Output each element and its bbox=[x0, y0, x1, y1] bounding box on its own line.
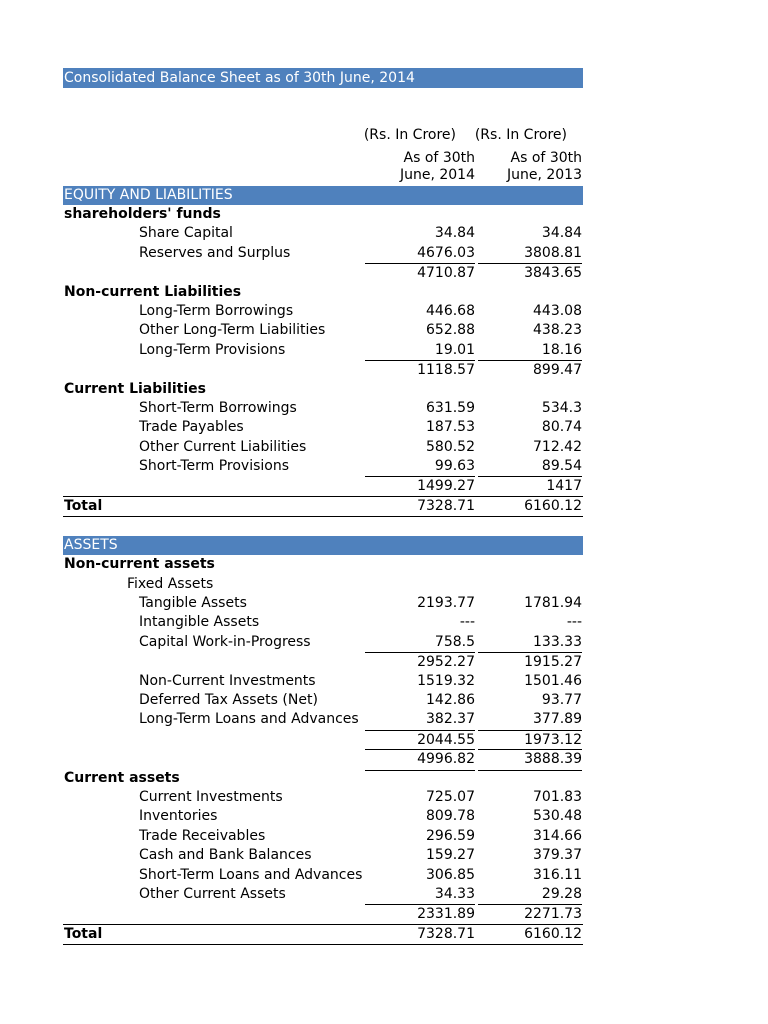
subtotal-row bbox=[63, 476, 583, 495]
table-row bbox=[63, 418, 583, 437]
value-2013: 316.11 bbox=[533, 866, 582, 883]
row-label: Cash and Bank Balances bbox=[139, 847, 312, 864]
current-assets-heading: Current assets bbox=[64, 769, 180, 786]
row-label: Capital Work-in-Progress bbox=[139, 633, 311, 650]
value-2014: 1519.32 bbox=[417, 672, 475, 689]
table-row bbox=[63, 633, 583, 652]
col-2013-line1: As of 30th bbox=[510, 150, 582, 166]
value-2013: 34.84 bbox=[541, 225, 582, 242]
row-label: Long-Term Loans and Advances bbox=[139, 711, 359, 728]
value-2014: 580.52 bbox=[426, 438, 475, 455]
row-label: Current Investments bbox=[139, 788, 283, 805]
value-2013: 18.16 bbox=[541, 341, 582, 358]
row-label: Tangible Assets bbox=[139, 595, 247, 612]
noncurrent-assets-heading: Non-current assets bbox=[64, 556, 215, 573]
equity-total-row bbox=[63, 496, 583, 517]
value-2014: 142.86 bbox=[426, 691, 475, 708]
value-2014: 4676.03 bbox=[417, 244, 475, 261]
row-label: Other Long-Term Liabilities bbox=[139, 322, 326, 339]
value-2013: 80.74 bbox=[541, 419, 582, 436]
row-label: Intangible Assets bbox=[139, 614, 260, 631]
total-2013: 6160.12 bbox=[524, 497, 582, 514]
row-label: Short-Term Provisions bbox=[139, 458, 290, 475]
subtotal-row bbox=[63, 730, 583, 749]
table-row bbox=[63, 594, 583, 613]
equity-band: EQUITY AND LIABILITIES bbox=[63, 186, 583, 205]
value-2013: 3808.81 bbox=[524, 244, 582, 261]
col-2013-line2: June, 2013 bbox=[506, 167, 582, 183]
value-2014: 2193.77 bbox=[417, 595, 475, 612]
subtotal-row bbox=[63, 652, 583, 671]
value-2013: 93.77 bbox=[541, 691, 582, 708]
table-row bbox=[63, 691, 583, 710]
section-heading bbox=[63, 555, 583, 574]
row-label: Trade Payables bbox=[139, 419, 244, 436]
subtotal-2013: 899.47 bbox=[478, 360, 582, 380]
subtotal-row bbox=[63, 263, 583, 282]
subtotal-2013: 1973.12 bbox=[478, 730, 582, 750]
value-2014: 758.5 bbox=[434, 633, 475, 650]
total-2013: 6160.12 bbox=[524, 925, 582, 942]
value-2014: 19.01 bbox=[434, 341, 475, 358]
value-2014: 306.85 bbox=[426, 866, 475, 883]
row-label: Other Current Liabilities bbox=[139, 438, 307, 455]
sub-heading bbox=[63, 575, 583, 594]
table-row bbox=[63, 613, 583, 632]
shareholders-heading: shareholders' funds bbox=[64, 206, 221, 222]
subtotal-2014: 4710.87 bbox=[365, 263, 475, 283]
table-row bbox=[63, 846, 583, 865]
current-liabilities-heading: Current Liabilities bbox=[64, 380, 206, 397]
value-2013: 438.23 bbox=[533, 322, 582, 339]
row-label: Reserves and Surplus bbox=[139, 244, 291, 261]
assets-total-row bbox=[63, 924, 583, 945]
value-2014: 382.37 bbox=[426, 711, 475, 728]
section-heading bbox=[63, 205, 583, 224]
section-heading bbox=[63, 769, 583, 788]
row-label: Share Capital bbox=[139, 225, 233, 242]
total-2014: 7328.71 bbox=[417, 925, 475, 942]
value-2014: 725.07 bbox=[426, 788, 475, 805]
value-2014: 631.59 bbox=[426, 399, 475, 416]
row-label: Trade Receivables bbox=[139, 827, 266, 844]
table-row bbox=[63, 866, 583, 885]
value-2013: 1501.46 bbox=[524, 672, 582, 689]
table-row bbox=[63, 885, 583, 904]
subtotal-2014: 4996.82 bbox=[365, 749, 475, 770]
table-row bbox=[63, 710, 583, 729]
table-row bbox=[63, 807, 583, 826]
row-label: Short-Term Loans and Advances bbox=[139, 866, 363, 883]
value-2014: --- bbox=[459, 614, 475, 631]
value-2013: 534.3 bbox=[541, 399, 582, 416]
table-row bbox=[63, 321, 583, 340]
subtotal-2014: 2044.55 bbox=[365, 730, 475, 750]
row-label: Other Current Assets bbox=[139, 885, 286, 902]
value-2013: 379.37 bbox=[533, 847, 582, 864]
table-row bbox=[63, 672, 583, 691]
value-2014: 99.63 bbox=[434, 458, 475, 475]
section-heading bbox=[63, 380, 583, 399]
row-label: Deferred Tax Assets (Net) bbox=[139, 691, 318, 708]
value-2013: 530.48 bbox=[533, 808, 582, 825]
unit-2014: (Rs. In Crore) bbox=[363, 127, 456, 143]
value-2014: 34.33 bbox=[434, 885, 475, 902]
value-2013: 314.66 bbox=[533, 827, 582, 844]
subtotal-row bbox=[63, 749, 583, 768]
table-row bbox=[63, 788, 583, 807]
table-row bbox=[63, 457, 583, 476]
table-row bbox=[63, 827, 583, 846]
subtotal-2014: 1118.57 bbox=[365, 360, 475, 380]
subtotal-2013: 1915.27 bbox=[478, 652, 582, 672]
subtotal-2013: 2271.73 bbox=[478, 904, 582, 924]
value-2013: 1781.94 bbox=[524, 595, 582, 612]
table-row bbox=[63, 302, 583, 321]
value-2013: --- bbox=[566, 614, 582, 631]
noncurrent-liabilities-heading: Non-current Liabilities bbox=[64, 283, 242, 300]
subtotal-2013: 3888.39 bbox=[478, 749, 582, 770]
assets-band: ASSETS bbox=[63, 536, 583, 555]
subtotal-2014: 2952.27 bbox=[365, 652, 475, 672]
value-2013: 701.83 bbox=[533, 788, 582, 805]
value-2013: 712.42 bbox=[533, 438, 582, 455]
total-label: Total bbox=[64, 925, 103, 942]
section-heading bbox=[63, 283, 583, 302]
value-2014: 652.88 bbox=[426, 322, 475, 339]
value-2014: 159.27 bbox=[426, 847, 475, 864]
table-row bbox=[63, 224, 583, 243]
table-row bbox=[63, 341, 583, 360]
value-2013: 443.08 bbox=[533, 302, 582, 319]
subtotal-2013: 3843.65 bbox=[478, 263, 582, 283]
subtotal-2014: 1499.27 bbox=[365, 476, 475, 496]
value-2013: 29.28 bbox=[541, 885, 582, 902]
balance-sheet bbox=[63, 68, 583, 945]
subtotal-row bbox=[63, 360, 583, 379]
total-2014: 7328.71 bbox=[417, 497, 475, 514]
value-2014: 187.53 bbox=[426, 419, 475, 436]
col-2014-line2: June, 2014 bbox=[399, 167, 475, 183]
value-2014: 296.59 bbox=[426, 827, 475, 844]
row-label: Long-Term Borrowings bbox=[139, 302, 294, 319]
value-2013: 133.33 bbox=[533, 633, 582, 650]
unit-2013: (Rs. In Crore) bbox=[474, 127, 567, 143]
row-label: Non-Current Investments bbox=[139, 672, 316, 689]
value-2014: 446.68 bbox=[426, 302, 475, 319]
value-2014: 34.84 bbox=[434, 225, 475, 242]
subtotal-2013: 1417 bbox=[478, 476, 582, 496]
subtotal-2014: 2331.89 bbox=[365, 904, 475, 924]
value-2014: 809.78 bbox=[426, 808, 475, 825]
value-2013: 377.89 bbox=[533, 711, 582, 728]
fixed-assets-label: Fixed Assets bbox=[127, 575, 214, 592]
table-row bbox=[63, 244, 583, 263]
subtotal-row bbox=[63, 904, 583, 923]
table-row bbox=[63, 399, 583, 418]
row-label: Inventories bbox=[139, 808, 218, 825]
table-row bbox=[63, 438, 583, 457]
column-header bbox=[63, 88, 583, 183]
value-2013: 89.54 bbox=[541, 458, 582, 475]
total-label: Total bbox=[64, 497, 103, 514]
col-2014-line1: As of 30th bbox=[403, 150, 475, 166]
row-label: Long-Term Provisions bbox=[139, 341, 286, 358]
row-label: Short-Term Borrowings bbox=[139, 399, 297, 416]
sheet-title: Consolidated Balance Sheet as of 30th June, 2014 bbox=[63, 68, 583, 88]
